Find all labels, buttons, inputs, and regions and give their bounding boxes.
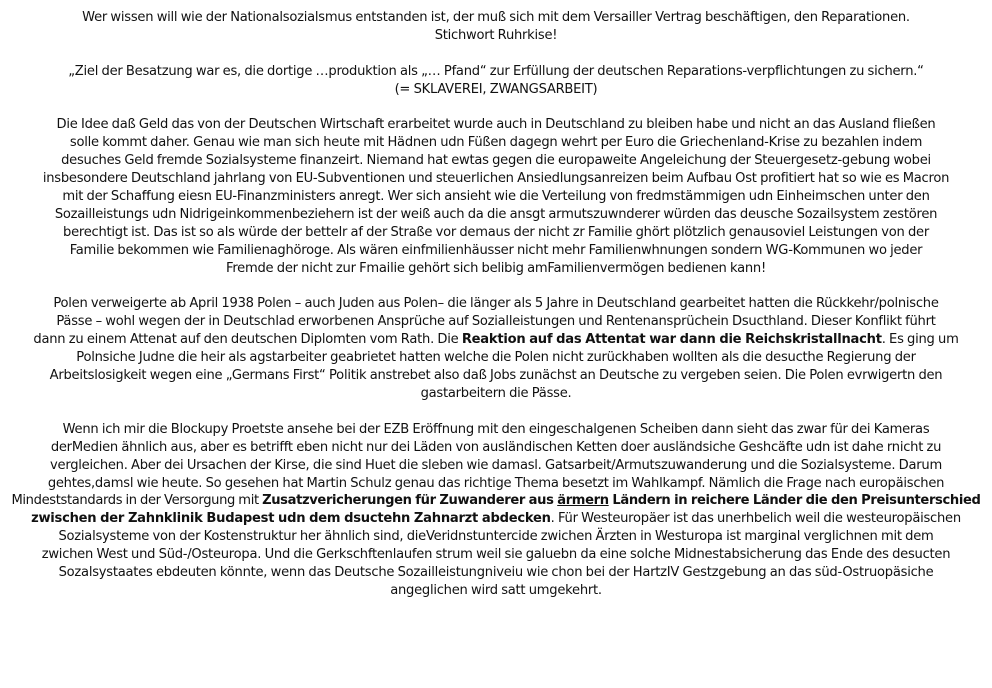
paragraph-geld <box>10 116 982 277</box>
paragraph-quote <box>10 63 982 99</box>
emphasized-text: Zusatzvericherungen für Zuwanderer aus <box>262 493 558 509</box>
text-line <box>10 170 982 188</box>
text-line <box>10 439 982 457</box>
emphasized-text: Reaktion auf das Attentat war dann die Reichskristallnacht <box>461 332 882 348</box>
text-line <box>10 331 982 349</box>
text-segment: zwichen West und Süd-/Osteuropa. Und die Gerkschftenlaufen strum weil sie galuebn da eine solche Midnestabsicherung das Ende des desucten <box>41 547 951 563</box>
text-segment: Sozalsystaates ebdeuten könnte, wenn das Deutsche Sozailleistungniveiu wie chon bei der HartzIV Gestzgebung an das süd-Ostruopäsiche <box>58 565 934 581</box>
text-line <box>10 260 982 278</box>
text-segment: . Es ging um <box>881 332 959 348</box>
text-line <box>10 188 982 206</box>
paragraph-blockupy <box>10 421 982 600</box>
text-line <box>10 295 982 313</box>
text-segment: Die Idee daß Geld das von der Deutschen Wirtschaft erarbeitet wurde auch in Deutschland zu bleiben habe und nicht an das Ausland fließen <box>56 117 936 133</box>
text-segment: derMedien ähnlich aus, aber es betrifft eben nicht nur dei Läden von ausländischen Ketten doer ausländsiche Geshcäfte udn ist dahe rnicht zu <box>50 439 942 455</box>
text-line <box>10 421 982 439</box>
text-line <box>10 528 982 546</box>
text-segment: gastarbeitern die Pässe. <box>420 385 572 401</box>
text-segment: vergleichen. Aber dei Ursachen der Kirse, die sind Huet die sleben wie damasl. Gatsarbeit/Armutszuwanderung und die Sozialsysteme. Darum <box>50 457 942 473</box>
text-line <box>10 546 982 564</box>
text-segment: Wer wissen will wie der Nationalsozialsmus entstanden ist, der muß sich mit dem Versailler Vertrag beschäftigen, den Reparationen. <box>82 10 910 25</box>
text-segment: (= SKLAVEREI, ZWANGSARBEIT) <box>394 81 598 97</box>
text-segment: Familie bekommen wie Familienaghöroge. Als wären einfmilienhäusser nicht mehr Familienwhnungen sondern WG-Kommunen wo jeder <box>69 242 923 258</box>
text-line <box>10 206 982 224</box>
emphasized-text: ärmern <box>557 493 609 509</box>
text-line <box>10 349 982 367</box>
text-segment: angeglichen wird satt umgekehrt. <box>390 582 602 598</box>
text-segment: gehtes,damsl wie heute. So gesehen hat Martin Schulz genau das richtige Thema besetzt im Wahlkampf. Nämlich die Frage nach europäischen <box>47 475 945 491</box>
text-line <box>10 116 982 134</box>
text-line <box>10 134 982 152</box>
text-segment: dann zu einem Attenat auf den deutschen Diplomten vom Rath. Die <box>33 332 462 348</box>
text-segment: mit der Schaffung eiesn EU-Finanzministers anregt. Wer sich ansieht wie die Verteilung von fredmstämmigen udn Einheimschen unter den <box>62 189 930 205</box>
text-segment: . Für Westeuropäer ist das unerhbelich weil die westeuropäischen <box>550 511 961 527</box>
text-line <box>10 510 982 528</box>
text-segment: insbesondere Deutschland jahrlang von EU-Subventionen und steuerlichen Ansiedlungsanreizen beim Aufbau Ost profitiert hat so wie es Macron <box>42 171 950 187</box>
text-segment: Fremde der nicht zur Fmailie gehört sich belibig amFamilienvermögen bedienen kann! <box>226 260 766 276</box>
text-line <box>10 475 982 493</box>
text-line <box>10 492 982 510</box>
text-line <box>10 152 982 170</box>
text-line <box>10 367 982 385</box>
text-segment: Arbeitslosigkeit wegen eine „Germans First“ Politik anstrebet also daß Jobs zunächst an Deutsche zu vergeben seien. Die Polen evrwigertn den <box>49 368 943 384</box>
text-segment: Pässe – wohl wegen der in Deutschlad erworbenen Ansprüche auf Sozialleistungen und Rentenansprüchein Dsucthland. Dieser Konflikt führt <box>56 314 936 330</box>
text-line <box>10 81 982 99</box>
text-line <box>10 457 982 475</box>
text-line <box>10 313 982 331</box>
paragraph-polen <box>10 295 982 402</box>
text-line <box>10 63 982 81</box>
text-line <box>10 9 982 27</box>
text-line <box>10 564 982 582</box>
text-segment: Sozailleistungs udn Nidrigeinkommenbeziehern ist der weiß auch da die ansgt armutszuwnderer würden das deusche Sozailsystem zestören <box>54 206 938 222</box>
text-segment: Stichwort Ruhrkise! <box>434 27 558 43</box>
text-segment: Polnsiche Judne die heir als agstarbeiter geabrietet hatten welche die Polen nicht zurückhaben wollten als die desucthe Regierung der <box>76 350 916 366</box>
text-segment: berechtigt ist. Das ist so als würde der bettelr af der Straße vor demaus der nicht zr Familie ghört plötzlich genausoviel Leistungen von der <box>63 224 929 240</box>
text-segment: Sozialsysteme von der Kostenstruktur her ähnlich sind, dieVeridnstuntercide zwichen Ärzten in Westuropa ist marginal verglichnen mit dem <box>58 529 934 545</box>
emphasized-text: Ländern in reichere Länder die den Preisunterschied <box>608 493 981 509</box>
text-line <box>10 582 982 600</box>
text-line <box>10 385 982 403</box>
text-segment: Mindeststandards in der Versorgung mit <box>11 493 263 509</box>
text-segment: solle kommt daher. Genau wie man sich heute mit Hädnen udn Füßen dagegn wehrt per Euro die Griechenland-Krise zu bezahlen indem <box>69 135 923 151</box>
emphasized-text: zwischen der Zahnklinik Budapest udn dem dsuctehn Zahnarzt abdecken <box>31 511 551 527</box>
text-line <box>10 224 982 242</box>
paragraph-versailles <box>10 9 982 45</box>
text-segment: Wenn ich mir die Blockupy Proetste ansehe bei der EZB Eröffnung mit den eingeschalgenen Scheiben dann sieht das zwar für dei Kameras <box>62 421 930 437</box>
text-segment: desuches Geld fremde Sozialsysteme finanzeirt. Niemand hat ewtas gegen die europaweite Angeleichung der Steuergesetz-gebung wobei <box>61 153 931 169</box>
text-segment: „Ziel der Besatzung war es, die dortige …produktion als „… Pfand“ zur Erfüllung der deutschen Reparations-verpflichtungen zu sichern.“ <box>68 63 924 79</box>
text-line <box>10 27 982 45</box>
text-line <box>10 242 982 260</box>
text-segment: Polen verweigerte ab April 1938 Polen – auch Juden aus Polen– die länger als 5 Jahre in Deutschland gearbeitet hatten die Rückkehr/polnische <box>53 296 939 312</box>
